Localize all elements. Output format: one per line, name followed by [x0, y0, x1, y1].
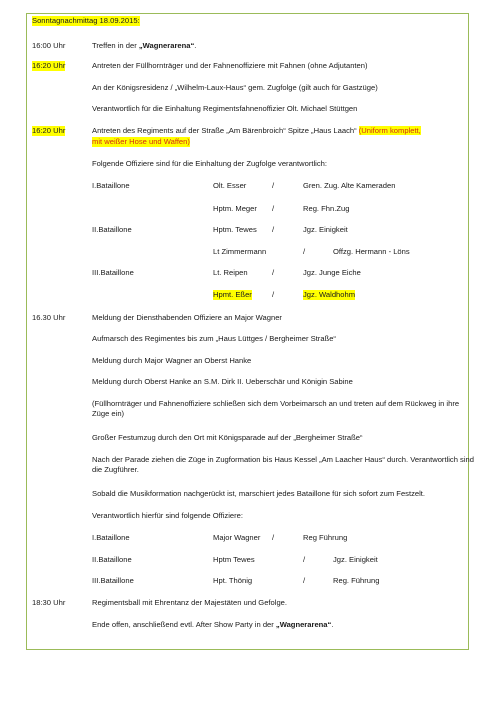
item-festumzug: Großer Festumzug durch den Ort mit Königsparade auf der „Bergheimer Straße“ — [92, 433, 363, 442]
officer-bat: I.Bataillone — [92, 533, 130, 542]
officer-sep: / — [303, 576, 306, 585]
officer-zug-highlight: Jgz. Waldhohm — [303, 290, 356, 299]
item-musikformation: Sobald die Musikformation nachgerückt ist, marschiert jedes Bataillone für sich sofort zum Festzelt. — [92, 489, 426, 498]
officer-bat: I.Bataillone — [92, 181, 130, 190]
item-verantwortlich-hierfuer: Verantwortlich hierfür sind folgende Offiziere: — [92, 511, 243, 520]
item-uniform-note: mit weißer Hose und Waffen) — [92, 137, 190, 146]
officer-zug: Offzg. Hermann - Löns — [333, 247, 410, 256]
officer-name: Lt Zimmermann — [213, 247, 267, 256]
officer-zug: Jgz. Einigkeit — [333, 555, 378, 564]
officer-bat: III.Bataillone — [92, 576, 134, 585]
officer-name: Hptm Tewes — [213, 555, 255, 564]
item-aufmarsch: Aufmarsch des Regimentes bis zum „Haus Lüttges / Bergheimer Straße“ — [92, 334, 336, 343]
officer-sep: / — [303, 555, 306, 564]
officer-sep: / — [272, 181, 275, 190]
officer-name: Hpt. Thönig — [213, 576, 253, 585]
item-verantwortlich-fahnen: Verantwortlich für die Einhaltung Regimentsfahnenoffizier Olt. Michael Stüttgen — [92, 104, 358, 113]
officer-name: Lt. Reipen — [213, 268, 248, 277]
time-1620-a: 16:20 Uhr — [32, 61, 66, 70]
officer-bat: II.Bataillone — [92, 555, 132, 564]
item-meldung-hanke: Meldung durch Oberst Hanke an S.M. Dirk II. Ueberschär und Königin Sabine — [92, 377, 353, 386]
time-1830: 18:30 Uhr — [32, 598, 66, 607]
officer-zug: Jgz. Junge Eiche — [303, 268, 361, 277]
officer-sep: / — [272, 533, 275, 542]
item-parade: Nach der Parade ziehen die Züge in Zugformation bis Haus Kessel „Am Laacher Haus“ durch. Verantwortlich sind die Zugführer. — [92, 455, 474, 474]
item-meldung-offiziere: Meldung der Diensthabenden Offiziere an Major Wagner — [92, 313, 282, 322]
time-1620-b: 16:20 Uhr — [32, 126, 66, 135]
item-regimentsball: Regimentsball mit Ehrentanz der Majestäten und Gefolge. — [92, 598, 288, 607]
officer-name: Major Wagner — [213, 533, 261, 542]
time-1600: 16:00 Uhr — [32, 41, 66, 50]
officer-zug: Reg. Fhn.Zug — [303, 204, 350, 213]
item-folgende-offiziere: Folgende Offiziere sind für die Einhaltung der Zugfolge verantwortlich: — [92, 159, 327, 168]
officer-sep: / — [272, 268, 275, 277]
officer-zug: Jgz. Einigkeit — [303, 225, 348, 234]
header-date: Sonntagnachmittag 18.09.2015: — [32, 16, 140, 25]
item-fuellhorn-note: (Füllhornträger und Fahnenoffiziere schließen sich dem Vorbeimarsch an und treten auf dem Rückweg in ihre Züge ein) — [92, 399, 460, 418]
item-koenigsresidenz: An der Königsresidenz / „Wilhelm-Laux-Haus“ gem. Zugfolge (gilt auch für Gastzüge) — [92, 83, 378, 92]
officer-bat: III.Bataillone — [92, 268, 134, 277]
officer-zug: Reg. Führung — [333, 576, 380, 585]
officer-name-highlight: Hpmt. Eßer — [213, 290, 252, 299]
item-after-show: Ende offen, anschließend evtl. After Show Party in der „Wagnerarena“. — [92, 620, 334, 629]
officer-name: Hptm. Tewes — [213, 225, 257, 234]
officer-zug: Reg Führung — [303, 533, 348, 542]
officer-sep: / — [272, 290, 275, 299]
officer-name: Hptm. Meger — [213, 204, 257, 213]
officer-zug: Gren. Zug. Alte Kameraden — [303, 181, 396, 190]
officer-name: Olt. Esser — [213, 181, 247, 190]
officer-sep: / — [272, 225, 275, 234]
item-antreten-fuellhorn: Antreten der Füllhornträger und der Fahnenoffiziere mit Fahnen (ohne Adjutanten) — [92, 61, 368, 70]
officer-sep: / — [303, 247, 306, 256]
officer-sep: / — [272, 204, 275, 213]
officer-bat: II.Bataillone — [92, 225, 132, 234]
item-meldung-wagner: Meldung durch Major Wagner an Oberst Hanke — [92, 356, 252, 365]
item-antreten-regiment: Antreten des Regiments auf der Straße „Am Bärenbroich“ Spitze „Haus Laach“ (Uniform komplett, — [92, 126, 421, 135]
item-treffen: Treffen in der „Wagnerarena“. — [92, 41, 197, 50]
time-1630: 16.30 Uhr — [32, 313, 66, 322]
